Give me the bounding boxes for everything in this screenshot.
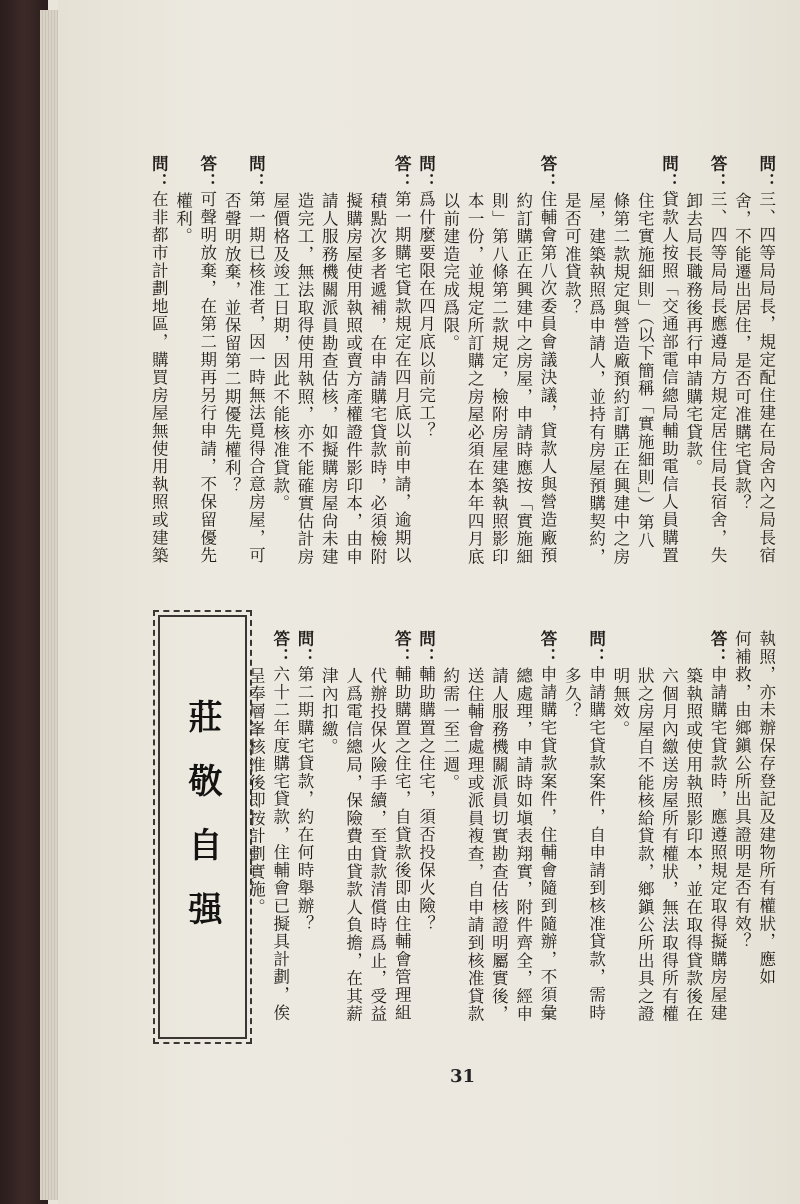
qa-text: 是否可准貸款？ (562, 191, 582, 317)
qa-text: 津內扣繳。 (319, 666, 339, 756)
qa-text: 何補救，由鄉鎭公所出具證明是否有效？ (732, 630, 752, 951)
answer-label: 答： (270, 630, 290, 666)
answer-label: 答： (708, 630, 728, 666)
qa-text: 屋價格及竣工日期，因此不能核准貸款。 (270, 191, 290, 512)
question-label: 問： (295, 630, 314, 666)
qa-text: 住宅實施細則」（以下簡稱「實施細則」）第八 (635, 191, 655, 549)
qa-text: 輔助購置之住宅，自貸款後即由住輔會管理組 (392, 665, 412, 1022)
slogan-frame (158, 615, 247, 1039)
page-number: 31 (450, 1066, 476, 1087)
qa-text: 人爲電信總局，保險費由貸款人負擔，在其薪 (343, 666, 363, 1023)
qa-text: 申請購宅貸款案件，自申請到核准貸款，需時 (586, 665, 606, 1022)
qa-text: 舍，不能遷出居住，是否可准購宅貸款？ (732, 191, 752, 512)
qa-text: 築執照或使用執照影印本，並在取得貸款後在 (683, 666, 703, 1023)
qa-text: 輔助購置之住宅，須否投保火險？ (416, 665, 436, 933)
qa-text: 否聲明放棄，並保留第二期優先權利？ (222, 191, 242, 495)
answer-label: 答： (538, 630, 557, 666)
answer-label: 答： (538, 155, 557, 191)
qa-text: 卸去局長職務後再行申請購宅貸款。 (683, 191, 703, 477)
qa-text: 執照，亦未辦保存登記及建物所有權狀，應如 (756, 630, 776, 986)
qa-text: 貸款人按照「交通部電信總局輔助電信人員購置 (659, 190, 679, 565)
qa-text: 總處理，申請時如塡表翔實，附件齊全，經申 (513, 666, 533, 1023)
slogan-text: 莊敬自强 (182, 699, 222, 955)
qa-text: 第一期購宅貸款規定在四月底以前申請，逾期以 (392, 190, 412, 565)
qa-text: 請人服務機關派員勘查估核，如擬購房屋尙未建 (319, 191, 339, 566)
question-label: 問： (586, 630, 606, 666)
question-label: 問： (659, 155, 679, 191)
qa-text: 送住輔會處理或派員複查，自申請到核准貸款 (465, 666, 485, 1023)
qa-text: 狀之房屋自不能核給貸款，鄉鎭公所出具之證 (635, 666, 655, 1023)
qa-text: 在非都市計劃地區，購買房屋無使用執照或建築 (149, 190, 169, 565)
qa-text: 請人服務機關派員切實勘查估核證明屬實後， (489, 666, 509, 1023)
qa-text: 擬購房屋使用執照或賣方產權證件影印本，由申 (343, 191, 363, 566)
question-label: 問： (416, 630, 436, 666)
qa-text: 六十二年度購宅貸款，住輔會已擬具計劃，俟 (270, 665, 290, 1022)
qa-text: 呈奉層峯核准後即按計劃實施。 (246, 666, 266, 916)
qa-text: 六個月內繳送房屋所有權狀，無法取得所有權 (659, 666, 679, 1023)
qa-text: 以前建造完成爲限。 (440, 191, 460, 352)
qa-text: 三、四等局局長應遵局方規定居住局長宿舍，失 (708, 190, 728, 565)
qa-text: 可聲明放棄，在第二期再另行申請，不保留優先 (197, 190, 217, 565)
qa-text: 多久？ (562, 666, 582, 720)
qa-text: 住輔會第八次委員會議決議，貸款人與營造廠預 (538, 190, 557, 565)
qa-text: 第一期已核准者，因一時無法覓得合意房屋，可 (246, 190, 266, 565)
qa-text: 造完工，無法取得使用執照，亦不能確實估計房 (295, 191, 314, 566)
qa-text: 屋，建築執照爲申請人，並持有房屋預購契約， (586, 191, 606, 566)
answer-label: 答： (392, 155, 412, 191)
qa-text: 第二期購宅貸款，約在何時舉辦？ (295, 665, 314, 933)
qa-text: 本一份，並規定所訂購之房屋必須在本年四月底 (465, 191, 485, 566)
page-stack-edge (40, 10, 58, 1200)
question-label: 問： (149, 155, 169, 191)
qa-text: 三、四等局局長，規定配住建在局舍內之局長宿 (756, 190, 776, 565)
question-label: 問： (246, 155, 266, 191)
qa-text: 權利。 (173, 191, 193, 245)
qa-text: 申請購宅貸款案件，住輔會隨到隨辦，不須彙 (538, 665, 557, 1022)
answer-label: 答： (197, 155, 217, 191)
qa-text: 代辦投保火險手續，至貸款清償時爲止，受益 (367, 666, 387, 1023)
answer-label: 答： (708, 155, 728, 191)
qa-text: 申請購宅貸款時，應遵照規定取得擬購房屋建 (708, 665, 728, 1022)
qa-text: 則」第八條第二款規定，檢附房屋建築執照影印 (489, 191, 509, 566)
qa-text: 爲什麼要限在四月底以前完工？ (416, 190, 436, 440)
qa-text: 約訂購正在興建中之房屋，申請時應按「實施細 (513, 191, 533, 566)
qa-text: 條第二款規定與營造廠預約訂購正在興建中之房 (610, 191, 630, 566)
qa-text: 積點次多者遞補，在申請購宅貸款時，必須檢附 (367, 191, 387, 566)
question-label: 問： (756, 155, 776, 191)
question-label: 問： (416, 155, 436, 191)
qa-text: 明無效。 (610, 666, 630, 738)
answer-label: 答： (392, 630, 412, 666)
qa-text: 約需一至二週。 (440, 666, 460, 792)
